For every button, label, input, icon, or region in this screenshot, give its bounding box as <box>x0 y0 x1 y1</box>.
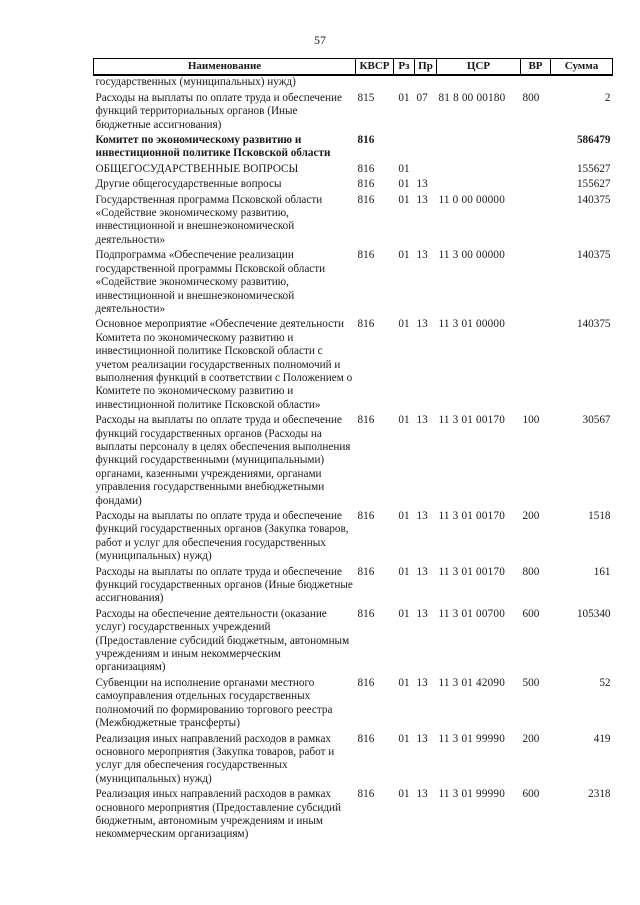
cell-pr: 13 <box>416 193 428 206</box>
cell-csr: 11 3 01 00170 <box>438 510 506 522</box>
cell-sum: 140375 <box>576 193 611 206</box>
header-csr: ЦСР <box>437 59 521 76</box>
cell-sum: 1518 <box>588 510 611 522</box>
cell-sum: 52 <box>599 676 611 689</box>
cell-name: Расходы на выплаты по оплате труда и обеспечение функций государственных органов (Расходы на выплаты персоналу в целях обеспечения выполнения функций государственными (муниципальными) органами, казенными учреждениями, органами управления государственными внебюджетными фондами) <box>95 414 351 507</box>
cell-vr: 200 <box>522 732 540 745</box>
cell-kvsr: 816 <box>357 788 375 801</box>
cell-rz: 01 <box>398 91 410 104</box>
table-row <box>94 675 613 731</box>
cell-csr: 11 3 01 99990 <box>438 788 506 801</box>
cell-vr: 500 <box>522 676 540 689</box>
table-row <box>94 508 613 564</box>
cell-name: Другие общегосударственные вопросы <box>95 178 282 191</box>
cell-vr: 100 <box>522 414 540 427</box>
cell-pr: 13 <box>416 565 428 578</box>
cell-sum: 105340 <box>576 607 611 620</box>
cell-kvsr <box>356 75 394 89</box>
cell-csr: 11 3 01 99990 <box>438 732 506 745</box>
table-row <box>94 90 613 132</box>
cell-sum: 419 <box>593 732 611 745</box>
cell-name: Реализация иных направлений расходов в рамках основного мероприятия (Закупка товаров, работ и услуг для обеспечения государственных (муниципальных) нужд) <box>95 732 335 785</box>
cell-csr: 11 3 01 00170 <box>438 414 506 427</box>
cell-csr <box>437 176 521 191</box>
cell-sum: 30567 <box>582 414 611 427</box>
cell-rz: 01 <box>398 178 410 191</box>
cell-pr: 13 <box>416 178 428 191</box>
cell-vr: 600 <box>522 788 540 801</box>
cell-name: Государственная программа Псковской области «Содействие экономическому развитию, инвестиционной и внешнеэкономической деятельности» <box>95 193 323 246</box>
cell-vr: 600 <box>522 607 540 620</box>
cell-pr: 13 <box>416 510 428 522</box>
table-row <box>94 606 613 675</box>
cell-sum: 586479 <box>576 134 611 147</box>
header-kvsr: КВСР <box>356 59 394 76</box>
cell-rz: 01 <box>398 193 410 206</box>
cell-kvsr: 816 <box>357 414 375 427</box>
cell-vr <box>521 316 551 412</box>
cell-csr <box>437 161 521 176</box>
table-row <box>94 75 613 89</box>
cell-sum: 2 <box>604 91 611 104</box>
cell-sum: 140375 <box>576 249 611 262</box>
cell-rz: 01 <box>398 565 410 578</box>
cell-pr <box>415 132 437 161</box>
cell-rz: 01 <box>398 249 410 262</box>
cell-vr: 800 <box>522 91 540 104</box>
header-sum: Сумма <box>551 59 613 76</box>
cell-kvsr: 816 <box>357 676 375 689</box>
cell-csr: 11 3 01 42090 <box>438 676 506 689</box>
header-vr: ВР <box>521 59 551 76</box>
cell-csr: 11 3 01 00000 <box>438 318 506 331</box>
cell-vr: 200 <box>522 510 540 522</box>
cell-kvsr: 816 <box>357 732 375 745</box>
table-row <box>94 132 613 161</box>
cell-name: Расходы на выплаты по оплате труда и обеспечение функций территориальных органов (Иные бюджетные ассигнования) <box>95 91 342 131</box>
cell-vr <box>521 161 551 176</box>
cell-kvsr: 816 <box>357 565 375 578</box>
cell-rz: 01 <box>398 318 410 331</box>
cell-vr <box>521 247 551 316</box>
header-rz: Рз <box>394 59 415 76</box>
cell-pr: 13 <box>416 676 428 689</box>
cell-rz <box>394 132 415 161</box>
table-row <box>94 731 613 787</box>
cell-kvsr: 816 <box>357 607 375 620</box>
cell-rz: 01 <box>398 510 410 522</box>
table-header-row <box>94 59 613 76</box>
table-body <box>94 75 613 841</box>
cell-csr <box>437 75 521 89</box>
cell-vr <box>521 132 551 161</box>
cell-rz: 01 <box>398 162 410 175</box>
cell-name: Субвенции на исполнение органами местного самоуправления отдельных государственных полномочий по формированию торгового реестра (Межбюджетные трансферты) <box>95 676 333 730</box>
cell-pr: 07 <box>416 91 428 104</box>
table-row <box>94 564 613 606</box>
table-row <box>94 161 613 176</box>
cell-name: Расходы на выплаты по оплате труда и обеспечение функций государственных органов (Иные бюджетные ассигнования) <box>95 565 353 605</box>
cell-pr: 13 <box>416 318 428 331</box>
table-row <box>94 247 613 316</box>
cell-name: Расходы на выплаты по оплате труда и обеспечение функций государственных органов (Закупка товаров, работ и услуг для обеспечения государственных (муниципальных) нужд) <box>95 510 349 563</box>
cell-sum: 155627 <box>576 162 611 175</box>
table-row <box>94 192 613 248</box>
cell-kvsr: 816 <box>357 318 375 331</box>
cell-pr: 13 <box>416 788 428 801</box>
cell-kvsr: 816 <box>357 193 375 206</box>
cell-pr: 13 <box>416 607 428 620</box>
cell-sum: 2318 <box>588 788 611 801</box>
cell-vr <box>521 176 551 191</box>
table-row <box>94 412 613 508</box>
cell-name: Комитет по экономическому развитию и инвестиционной политике Псковской области <box>95 134 331 160</box>
cell-rz: 01 <box>398 788 410 801</box>
cell-csr <box>437 132 521 161</box>
cell-vr <box>521 192 551 248</box>
page-number: 57 <box>314 33 326 47</box>
cell-name: Подпрограмма «Обеспечение реализации государственной программы Псковской области «Содействие экономическому развитию, инвестиционной и внешнеэкономической деятельности» <box>95 249 326 315</box>
header-pr: Пр <box>415 59 437 76</box>
cell-pr: 13 <box>416 249 428 262</box>
cell-csr: 11 3 01 00700 <box>438 607 506 620</box>
cell-rz: 01 <box>398 607 410 620</box>
cell-pr: 13 <box>416 732 428 745</box>
cell-csr: 11 0 00 00000 <box>438 193 506 206</box>
cell-name: государственных (муниципальных) нужд) <box>95 76 296 89</box>
cell-rz: 01 <box>398 676 410 689</box>
cell-kvsr: 816 <box>357 249 375 262</box>
cell-vr: 800 <box>522 565 540 578</box>
cell-kvsr: 816 <box>357 134 375 147</box>
budget-table <box>93 58 613 842</box>
cell-name: Расходы на обеспечение деятельности (оказание услуг) государственных учреждений (Предоставление субсидий бюджетным, автономным учреждениям и иным некоммерческим организациям) <box>95 607 350 674</box>
cell-kvsr: 816 <box>357 178 375 191</box>
cell-sum: 140375 <box>576 318 611 331</box>
cell-pr <box>415 161 437 176</box>
table-row <box>94 316 613 412</box>
cell-vr <box>521 75 551 89</box>
cell-pr <box>415 75 437 89</box>
cell-name: Реализация иных направлений расходов в рамках основного мероприятия (Предоставление субсидий бюджетным, автономным учреждениям и иным некоммерческим организациям) <box>95 788 341 841</box>
cell-rz <box>394 75 415 89</box>
cell-rz: 01 <box>398 732 410 745</box>
cell-kvsr: 816 <box>357 510 375 522</box>
cell-name: Основное мероприятие «Обеспечение деятельности Комитета по экономическому развитию и инвестиционной политике Псковской области с учетом реализации государственных полномочий и выполнения функций в соответствии с Положением о Комитете по экономическому развитию и инвестиционной политике Псковской области» <box>95 318 353 411</box>
cell-sum: 161 <box>593 565 611 578</box>
cell-csr: 81 8 00 00180 <box>438 91 506 104</box>
cell-kvsr: 816 <box>357 162 375 175</box>
header-name: Наименование <box>94 59 356 76</box>
cell-name: ОБЩЕГОСУДАРСТВЕННЫЕ ВОПРОСЫ <box>95 162 299 175</box>
cell-pr: 13 <box>416 414 428 427</box>
cell-kvsr: 815 <box>357 91 375 104</box>
cell-sum: 155627 <box>576 178 611 191</box>
table-row <box>94 176 613 191</box>
cell-csr: 11 3 01 00170 <box>438 565 506 578</box>
cell-rz: 01 <box>398 414 410 427</box>
table-row <box>94 786 613 842</box>
cell-sum <box>551 75 613 89</box>
cell-csr: 11 3 00 00000 <box>438 249 506 262</box>
